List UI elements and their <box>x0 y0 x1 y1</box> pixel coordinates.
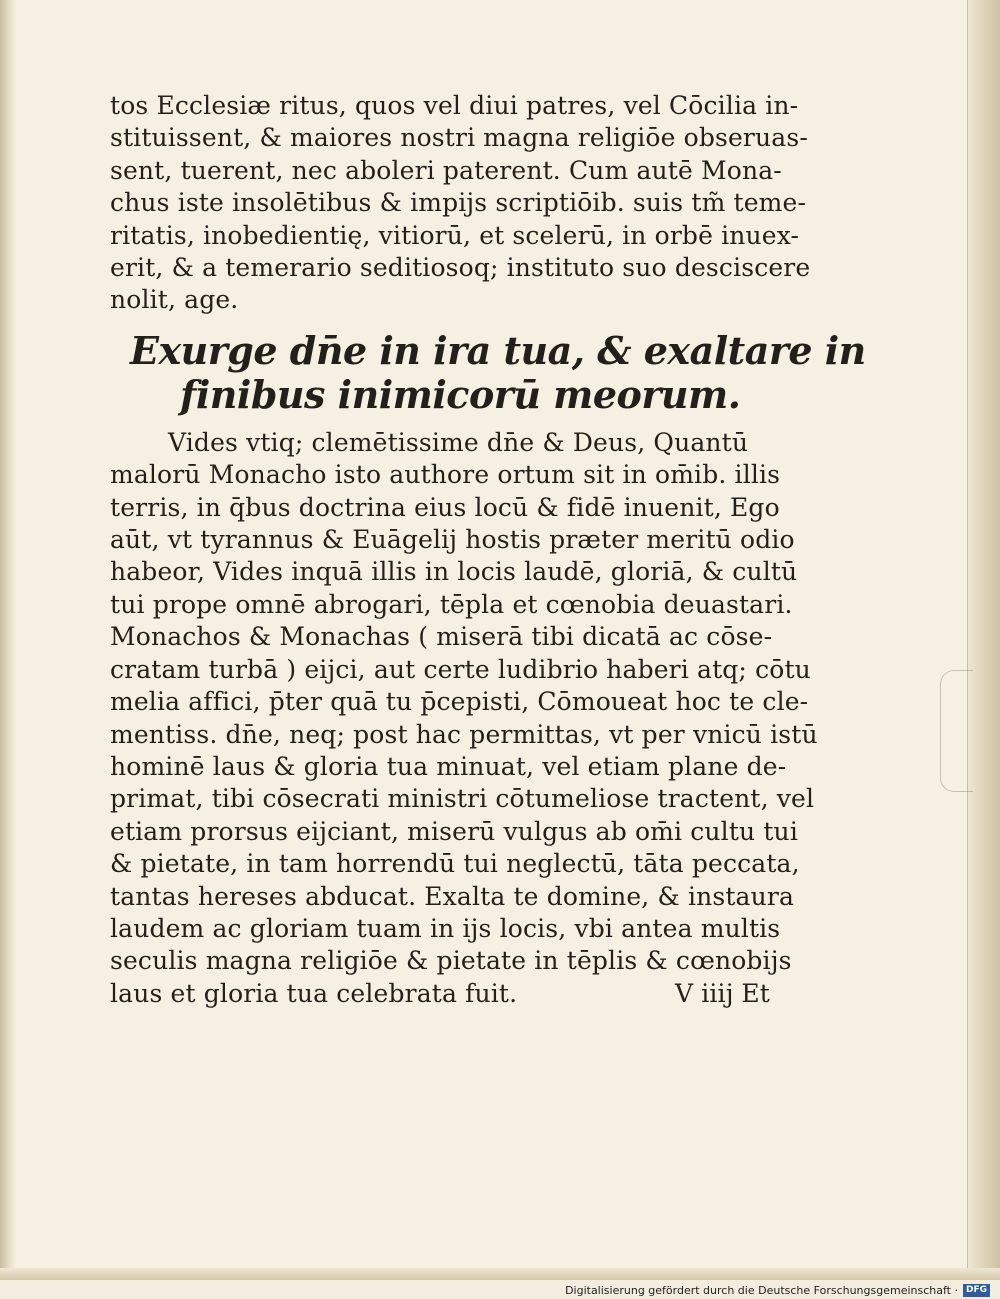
text-line: nolit, age. <box>110 285 239 315</box>
blackletter-heading-line2: finibus inimicorū meorum. <box>180 371 741 417</box>
paragraph-top <box>110 90 811 317</box>
digitization-footer <box>565 1283 990 1297</box>
text-line: erit, & a temerario seditiosoq; instituto suo desciscere <box>110 253 811 283</box>
page-bottom-edge <box>0 1268 1000 1280</box>
text-line: etiam prorsus eijciant, miserū vulgus ab om̄i cultu tui <box>110 816 798 846</box>
text-line: sent, tuerent, nec aboleri paterent. Cum autē Mona- <box>110 155 782 185</box>
page-tab-mark <box>940 670 973 792</box>
text-line: malorū Monacho isto authore ortum sit in om̄ib. illis <box>110 460 781 490</box>
text-line: habeor, Vides inquā illis in locis laudē, gloriā, & cultū <box>110 557 798 587</box>
footer-credit: Digitalisierung gefördert durch die Deutsche Forschungsgemeinschaft · <box>565 1283 958 1297</box>
page-fore-edge <box>967 0 1000 1280</box>
text-line: primat, tibi cōsecrati ministri cōtumeliose tractent, vel <box>110 784 815 814</box>
last-text-line <box>110 978 770 1010</box>
text-line: & pietate, in tam horrendū tui neglectū, tāta peccata, <box>110 849 800 879</box>
dfg-logo-icon: DFG <box>963 1284 990 1297</box>
signature-mark: V iiij <box>674 978 734 1008</box>
text-line: terris, in q̄bus doctrina eius locū & fidē inuenit, Ego <box>110 492 780 522</box>
text-line: melia affici, p̄ter quā tu p̄cepisti, Cōmoueat hoc te cle- <box>110 687 809 717</box>
text-line: laudem ac gloriam tuam in ijs locis, vbi antea multis <box>110 913 781 943</box>
catchword: Et <box>741 978 770 1008</box>
page-text-block <box>110 90 866 1010</box>
text-line: cratam turbā ) eijci, aut certe ludibrio haberi atq; cōtu <box>110 654 811 684</box>
text-line: tos Ecclesiæ ritus, quos vel diui patres, vel Cōcilia in- <box>110 91 799 120</box>
text-line: chus iste insolētibus & impijs scriptiōib. suis tm̃ teme- <box>110 188 807 218</box>
text-line: tui prope omnē abrogari, tēpla et cœnobia deuastari. <box>110 589 793 619</box>
text-line: Vides vtiq; clemētissime dn̄e & Deus, Quantū <box>168 427 749 457</box>
text-line: hominē laus & gloria tua minuat, vel etiam plane de- <box>110 751 787 781</box>
page-binding-edge <box>0 0 16 1280</box>
paragraph-body <box>110 427 818 1010</box>
text-line: stituissent, & maiores nostri magna religiōe obseruas- <box>110 123 808 153</box>
text-line: tantas hereses abducat. Exalta te domine, & instaura <box>110 881 794 911</box>
text-line: aūt, vt tyrannus & Euāgelij hostis præter meritū odio <box>110 525 795 555</box>
text-line: Monachos & Monachas ( miserā tibi dicatā ac cōse- <box>110 622 773 652</box>
text-line: ritatis, inobedientię, vitiorū, et scelerū, in orbē inuex- <box>110 220 800 250</box>
blackletter-heading-line1: Exurge dn̄e in ira tua, & exaltare in <box>130 327 866 373</box>
text-line: seculis magna religiōe & pietate in tēplis & cœnobijs <box>110 946 792 976</box>
closing-sentence: laus et gloria tua celebrata fuit. <box>110 978 518 1008</box>
text-line: mentiss. dn̄e, neq; post hac permittas, vt per vnicū istū <box>110 719 818 749</box>
